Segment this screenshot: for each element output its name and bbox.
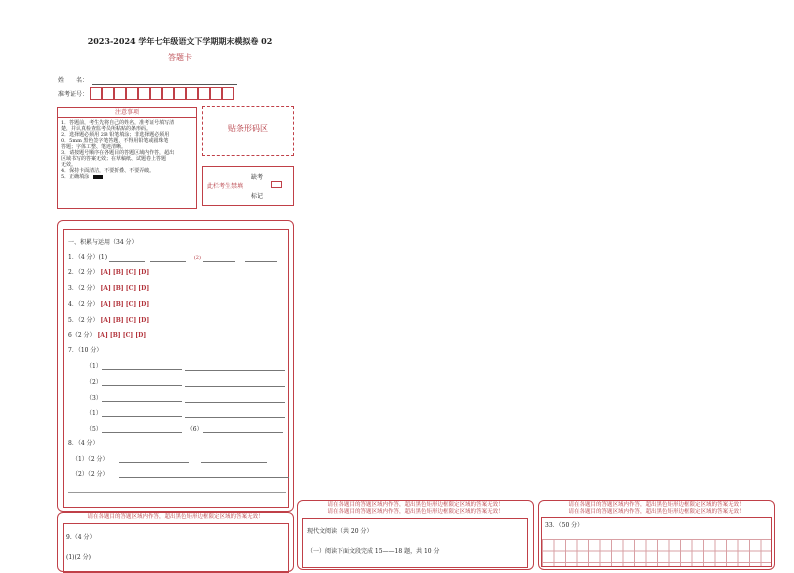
ticket-digit-box[interactable] — [210, 87, 222, 100]
reading-section-title: 现代文阅读（共 20 分） — [307, 528, 373, 535]
essay-question: 33．（50 分） — [545, 522, 584, 529]
notice-item: 无效。 — [61, 162, 77, 168]
answer-blank[interactable] — [185, 417, 285, 418]
answer-blank[interactable] — [102, 396, 182, 402]
question-1: 1．（4 分）(1) (2) — [68, 254, 277, 262]
absent-label: 缺考 — [251, 174, 264, 181]
absent-checkbox[interactable] — [271, 181, 282, 188]
choice-question-5: 5．（2 分） [A] [B] [C] [D] — [68, 317, 150, 324]
section-1-title: 一、积累与运用（34 分） — [68, 239, 138, 246]
ticket-label: 准考证号： — [58, 91, 89, 98]
ticket-number-grid[interactable] — [90, 87, 240, 101]
ticket-digit-box[interactable] — [90, 87, 102, 100]
notice-box — [57, 107, 197, 209]
essay-answer-area[interactable] — [541, 517, 772, 567]
absent-forbidden-label: 此栏考生禁填 — [207, 183, 244, 190]
notice-item: 0．5mm 黑色签字笔答题，不得用铅笔或圆珠笔 — [61, 138, 169, 144]
answer-area-warning: 请在各题目的答题区域内作答，超出黑色矩形边框限定区域的答案无效！ — [327, 502, 504, 508]
answer-blank[interactable] — [203, 256, 235, 262]
question-7-sub: （2） — [86, 379, 182, 386]
answer-blank[interactable] — [102, 380, 182, 386]
ticket-digit-box[interactable] — [222, 87, 234, 100]
choice-options[interactable]: [A] [B] [C] [D] — [100, 301, 150, 308]
question-10: (1)(2 分) — [66, 554, 91, 561]
choice-options[interactable]: [A] [B] [C] [D] — [100, 317, 150, 324]
notice-item: 3．请按题号顺序在各题目的答题区域内作答，超出 — [61, 150, 175, 156]
answer-sheet-subtitle: 答题卡 — [168, 53, 192, 62]
answer-blank[interactable] — [185, 402, 285, 403]
notice-item: 楚，并认真检查监考员所粘贴的条形码。 — [61, 126, 152, 132]
notice-item: 4．保持卡面清洁，不要折叠、不要弄破。 — [61, 168, 155, 174]
notice-item: 5．正确填涂 — [61, 174, 193, 180]
answer-blank[interactable] — [102, 364, 182, 370]
answer-blank[interactable] — [245, 256, 277, 262]
section-2-answer-area[interactable] — [63, 523, 289, 573]
question-8-sub: （1）（2 分） — [72, 456, 267, 463]
answer-blank[interactable] — [119, 457, 189, 463]
ticket-digit-box[interactable] — [186, 87, 198, 100]
question-8-sub: （2）（2 分） — [72, 471, 289, 478]
ticket-digit-box[interactable] — [150, 87, 162, 100]
choice-question-6: 6（2 分） [A] [B] [C] [D] — [68, 332, 147, 339]
answer-area-warning: 请在各题目的答题区域内作答，超出黑色矩形边框限定区域的答案无效！ — [87, 514, 264, 520]
notice-item: 区域书写的答案无效；在草稿纸、试题卷上答题 — [61, 156, 167, 162]
ticket-digit-box[interactable] — [198, 87, 210, 100]
section-1-answer-area[interactable] — [63, 229, 289, 508]
essay-grid[interactable] — [542, 539, 772, 567]
reading-subsection: （一）阅读下面文段完成 15——18 题，共 10 分 — [307, 548, 440, 555]
absent-mark-box — [202, 166, 294, 206]
choice-question-2: 2．（2 分） [A] [B] [C] [D] — [68, 269, 150, 276]
answer-line[interactable] — [68, 492, 286, 493]
choice-options[interactable]: [A] [B] [C] [D] — [97, 332, 147, 339]
answer-blank[interactable] — [185, 370, 285, 371]
choice-question-4: 4．（2 分） [A] [B] [C] [D] — [68, 301, 150, 308]
choice-options[interactable]: [A] [B] [C] [D] — [100, 285, 150, 292]
answer-blank[interactable] — [119, 472, 289, 478]
choice-options[interactable]: [A] [B] [C] [D] — [100, 269, 150, 276]
answer-blank[interactable] — [201, 457, 267, 463]
answer-area-warning: 请在各题目的答题区域内作答，超出黑色矩形边框限定区域的答案无效！ — [327, 509, 504, 515]
barcode-area — [202, 106, 294, 156]
question-7: 7．（10 分） — [68, 347, 103, 354]
name-field[interactable] — [92, 84, 237, 85]
ticket-digit-box[interactable] — [102, 87, 114, 100]
ticket-digit-box[interactable] — [174, 87, 186, 100]
notice-item: 2．选择题必须用 2B 铅笔填涂；非选择题必须用 — [61, 132, 170, 138]
ticket-digit-box[interactable] — [114, 87, 126, 100]
ticket-digit-box[interactable] — [126, 87, 138, 100]
question-7-sub: （3） — [86, 395, 182, 402]
section-3-answer-area[interactable] — [302, 518, 528, 568]
answer-blank[interactable] — [102, 411, 182, 417]
ticket-digit-box[interactable] — [138, 87, 150, 100]
question-8: 8．（4 分） — [68, 440, 99, 447]
question-7-sub: （1） — [86, 363, 182, 370]
answer-blank[interactable] — [150, 256, 186, 262]
question-7-sub: （1） — [86, 410, 182, 417]
question-7-sub: （5） （6） — [86, 426, 283, 433]
notice-title: 注意事项 — [58, 108, 196, 118]
answer-area-warning: 请在各题目的答题区域内作答，超出黑色矩形边框限定区域的答案无效！ — [568, 509, 745, 515]
answer-blank[interactable] — [185, 386, 285, 387]
ticket-digit-box[interactable] — [162, 87, 174, 100]
barcode-label: 贴条形码区 — [228, 124, 268, 133]
notice-item: 1．答题前，考生先将自己的姓名，准考证号填写清 — [61, 120, 175, 126]
choice-question-3: 3．（2 分） [A] [B] [C] [D] — [68, 285, 150, 292]
answer-blank[interactable] — [102, 427, 182, 433]
name-label: 姓 名： — [58, 77, 89, 84]
exam-title: 2023-2024 学年七年级语文下学期期末模拟卷 02 — [87, 36, 273, 46]
mark-label: 标记 — [251, 193, 264, 200]
answer-blank[interactable] — [203, 427, 283, 433]
question-9: 9.（4 分） — [66, 534, 96, 541]
answer-blank[interactable] — [109, 256, 145, 262]
answer-area-warning: 请在各题目的答题区域内作答，超出黑色矩形边框限定区域的答案无效！ — [568, 502, 745, 508]
filled-mark-sample-icon — [93, 175, 103, 179]
notice-item: 答题；字体工整、笔迹清晰。 — [61, 144, 127, 150]
